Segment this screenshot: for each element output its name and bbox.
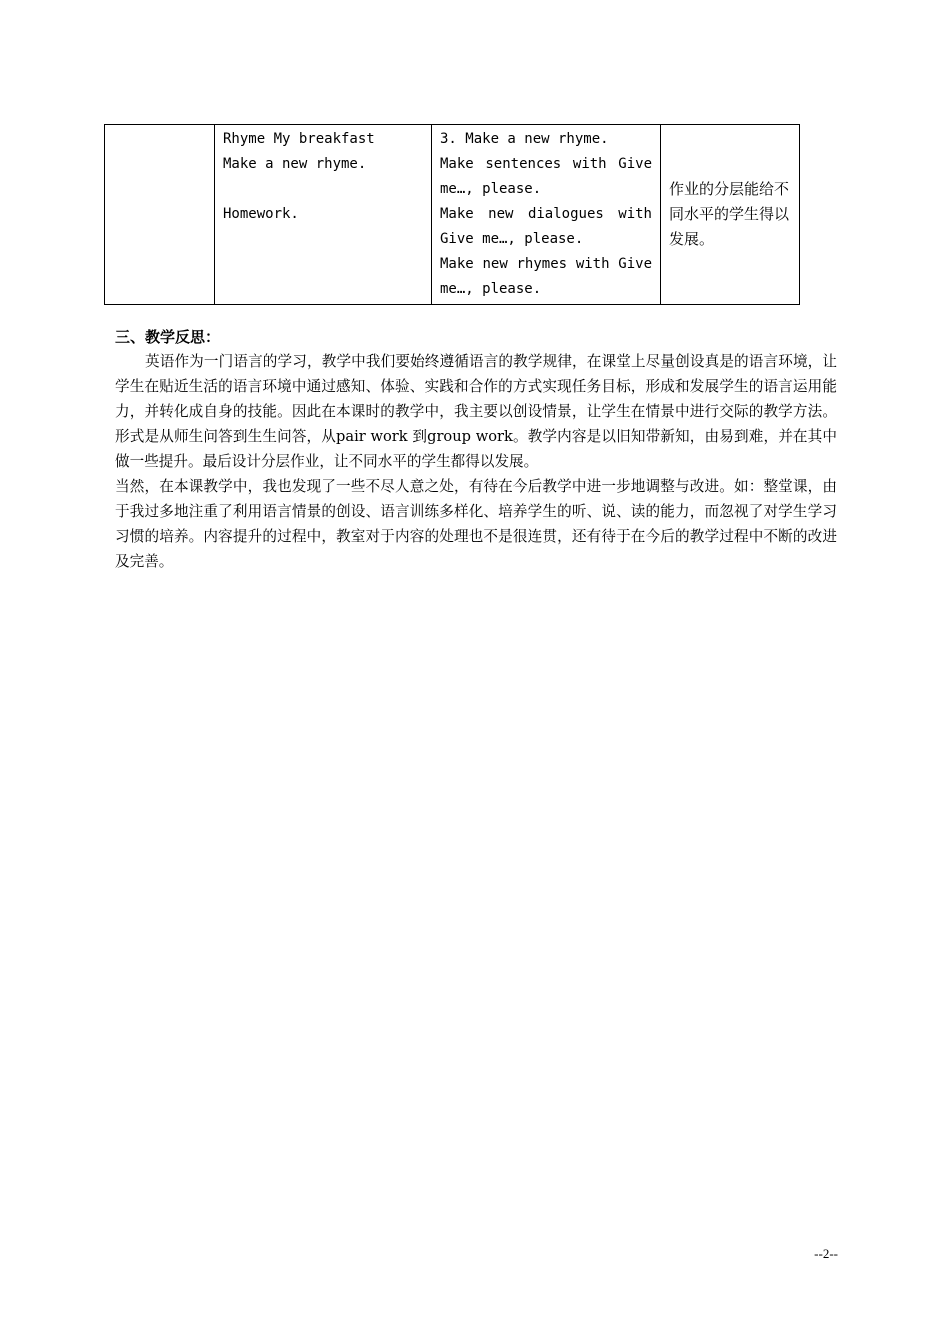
section-heading: 三、教学反思： [115,328,221,346]
page-number: --2-- [814,1246,838,1261]
task-line: Make new rhymes with Give me…, please. [440,256,652,297]
reflection-paragraph-2: 当然，在本课教学中，我也发现了一些不尽人意之处，有待在今后教学中进一步地调整与改进。如：整堂课，由于我过多地注重了利用语言情景的创设、语言训练多样化、培养学生的听、说、读的能力，而忽视了对学生学习习惯的培养。内容提升的过程中，教室对于内容的处理也不是很连贯，还有待于在今后的教学过程中不断的改进及完善。 [115,478,837,570]
task-line: Make sentences with Give me…, please. [440,156,652,197]
table-row [105,125,800,305]
reflection-section [115,325,837,574]
activity-line: Make a new rhyme. [223,156,367,172]
lesson-plan-table [104,124,800,305]
table-cell-activity [215,125,432,305]
activity-line: Homework. [223,206,299,222]
reflection-paragraph-1: 英语作为一门语言的学习，教学中我们要始终遵循语言的教学规律，在课堂上尽量创设真是的语言环境，让学生在贴近生活的语言环境中通过感知、体验、实践和合作的方式实现任务目标，形成和发展学生的语言运用能力，并转化成自身的技能。因此在本课时的教学中，我主要以创设情景，让学生在情景中进行交际的教学方法。形式是从师生问答到生生问答，从pair work 到group work。教学内容是以旧知带新知，由易到难，并在其中做一些提升。最后设计分层作业，让不同水平的学生都得以发展。 [115,353,837,470]
task-line: Make new dialogues with Give me…, please. [440,206,652,247]
table-cell-tasks [432,125,661,305]
table-cell-empty [105,125,215,305]
activity-line: Rhyme My breakfast [223,131,375,147]
table-cell-purpose: 作业的分层能给不同水平的学生得以发展。 [661,125,800,305]
task-line: 3. Make a new rhyme. [440,131,609,147]
